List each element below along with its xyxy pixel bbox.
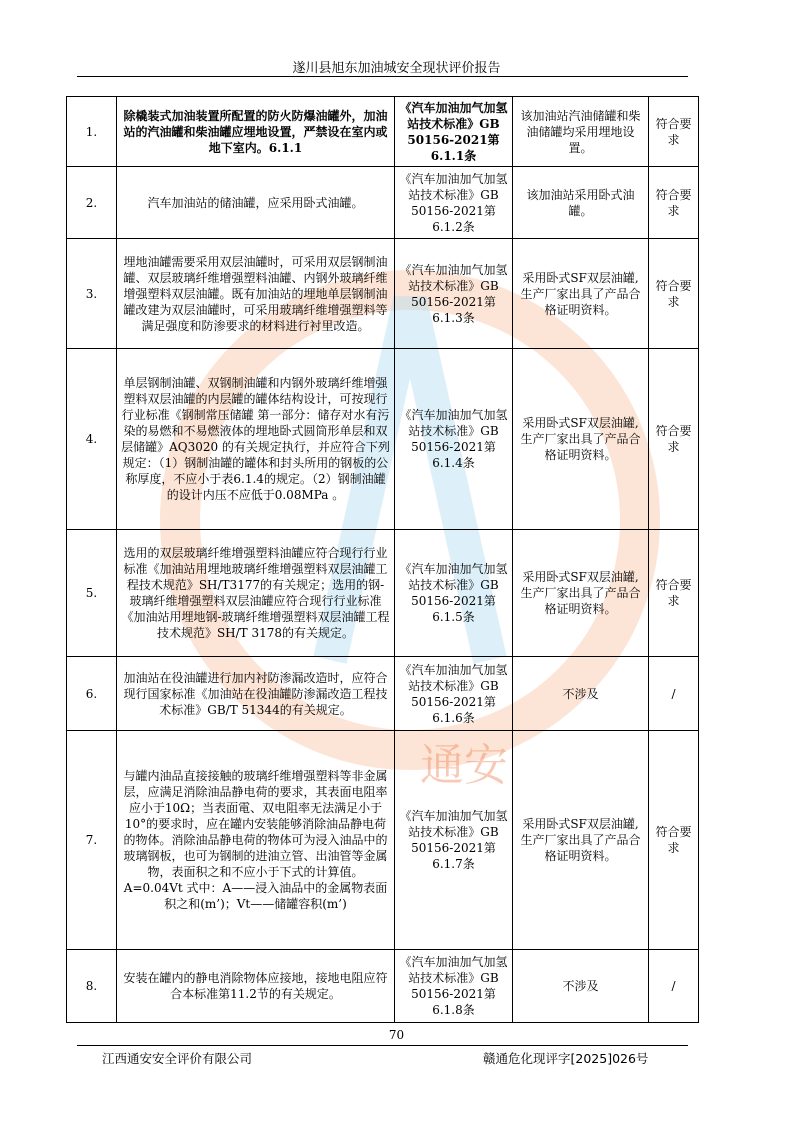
row-number: 1. [67, 97, 117, 167]
standard-reference: 《汽车加油加气加氢站技术标准》GB 50156-2021第6.1.7条 [395, 731, 513, 950]
requirements-table [66, 96, 699, 1023]
requirement-text: 埋地油罐需要采用双层油罐时，可采用双层钢制油罐、双层玻璃纤维增强塑料油罐、内钢外玻璃纤维增强塑料双层油罐。既有加油站的埋地单层钢制油罐改建为双层油罐时，可采用玻璃纤维增强塑料等满足强度和防渗要求的材料进行衬里改造。 [117, 239, 395, 349]
row-number: 4. [67, 349, 117, 530]
footer-company: 江西通安安全评价有限公司 [102, 1051, 253, 1066]
result-text: 符合要求 [649, 239, 699, 349]
standard-reference: 《汽车加油加气加氢站技术标准》GB 50156-2021第6.1.3条 [395, 239, 513, 349]
requirement-text: 选用的双层玻璃纤维增强塑料油罐应符合现行行业标准《加油站用埋地玻璃纤维增强塑料双层油罐工程技术规范》SH/T3177的有关规定；选用的钢-玻璃纤维增强塑料双层油罐应符合现行行业标准《加油站用埋地钢-玻璃纤维增强塑料双层油罐工程技术规范》SH/T 3178的有关规定。 [117, 530, 395, 657]
footer-rule [77, 1045, 688, 1046]
situation-text: 不涉及 [513, 657, 649, 731]
row-number: 5. [67, 530, 117, 657]
situation-text: 该加油站采用卧式油罐。 [513, 167, 649, 239]
row-number: 6. [67, 657, 117, 731]
table-row [67, 167, 699, 239]
situation-text: 该加油站汽油储罐和柴油储罐均采用埋地设置。 [513, 97, 649, 167]
standard-reference: 《汽车加油加气加氢站技术标准》GB 50156-2021第6.1.8条 [395, 950, 513, 1023]
standard-reference: 《汽车加油加气加氢站技术标准》GB 50156-2021第6.1.1条 [395, 97, 513, 167]
table-row [67, 97, 699, 167]
result-text: 符合要求 [649, 349, 699, 530]
situation-text: 采用卧式SF双层油罐,生产厂家出具了产品合格证明资料。 [513, 731, 649, 950]
situation-text: 采用卧式SF双层油罐,生产厂家出具了产品合格证明资料。 [513, 239, 649, 349]
watermark-text: 通安 [420, 740, 508, 791]
requirement-text: 汽车加油站的储油罐，应采用卧式油罐。 [117, 167, 395, 239]
requirement-text: 单层钢制油罐、双钢制油罐和内钢外玻璃纤维增强塑料双层油罐的内层罐的罐体结构设计，可按现行行业标准《钢制常压储罐 第一部分：储存对水有污染的易燃和不易燃液体的埋地卧式圆筒形单层和双层储罐》AQ3020 的有关规定执行，并应符合下列规定：（1）钢制油罐的罐体和封头所用的钢板的公称厚度，不应小于表6.1.4的规定。（2）钢制油罐的设计内压不应低于0.08MPa 。 [117, 349, 395, 530]
row-number: 7. [67, 731, 117, 950]
report-header: 遂川县旭东加油城安全现状评价报告 [292, 61, 501, 76]
result-text: 符合要求 [649, 167, 699, 239]
standard-reference: 《汽车加油加气加氢站技术标准》GB 50156-2021第6.1.2条 [395, 167, 513, 239]
requirement-text: 安装在罐内的静电消除物体应接地，接地电阻应符合本标准第11.2节的有关规定。 [117, 950, 395, 1023]
row-number: 8. [67, 950, 117, 1023]
page-number: 70 [388, 1028, 405, 1042]
requirement-text: 除橇装式加油装置所配置的防火防爆油罐外，加油站的汽油罐和柴油罐应埋地设置，严禁设在室内或地下室内。6.1.1 [117, 97, 395, 167]
table-row [67, 657, 699, 731]
footer-document-number: 赣通危化现评字[2025]026号 [483, 1051, 649, 1066]
result-text: 符合要求 [649, 731, 699, 950]
result-text: / [649, 950, 699, 1023]
requirement-text: 与罐内油品直接接触的玻璃纤维增强塑料等非金属层，应满足消除油品静电荷的要求，其表面电阻率应小于10Ω；当表面電、双电阻率无法满足小于10°的要求时，应在罐内安装能够消除油品静电荷的物体。消除油品静电荷的物体可为浸入油品中的玻璃钢板，也可为钢制的进油立管、出油管等金属物，表面积之和不应小于下式的计算值。A=0.04Vt 式中：A——浸入油品中的金属物表面积之和(m’)；Vt——储罐容积(m’) [117, 731, 395, 950]
standard-reference: 《汽车加油加气加氢站技术标准》GB 50156-2021第6.1.5条 [395, 530, 513, 657]
table-row [67, 530, 699, 657]
standard-reference: 《汽车加油加气加氢站技术标准》GB 50156-2021第6.1.4条 [395, 349, 513, 530]
result-text: / [649, 657, 699, 731]
situation-text: 采用卧式SF双层油罐,生产厂家出具了产品合格证明资料。 [513, 530, 649, 657]
standard-reference: 《汽车加油加气加氢站技术标准》GB 50156-2021第6.1.6条 [395, 657, 513, 731]
row-number: 3. [67, 239, 117, 349]
table-row [67, 349, 699, 530]
result-text: 符合要求 [649, 530, 699, 657]
situation-text: 不涉及 [513, 950, 649, 1023]
result-text: 符合要求 [649, 97, 699, 167]
table-row [67, 950, 699, 1023]
table-row [67, 239, 699, 349]
table-row [67, 731, 699, 950]
requirement-text: 加油站在役油罐进行加内衬防渗漏改造时，应符合现行国家标准《加油站在役油罐防渗漏改造工程技术标准》GB/T 51344的有关规定。 [117, 657, 395, 731]
row-number: 2. [67, 167, 117, 239]
situation-text: 采用卧式SF双层油罐,生产厂家出具了产品合格证明资料。 [513, 349, 649, 530]
header-rule [77, 76, 688, 77]
